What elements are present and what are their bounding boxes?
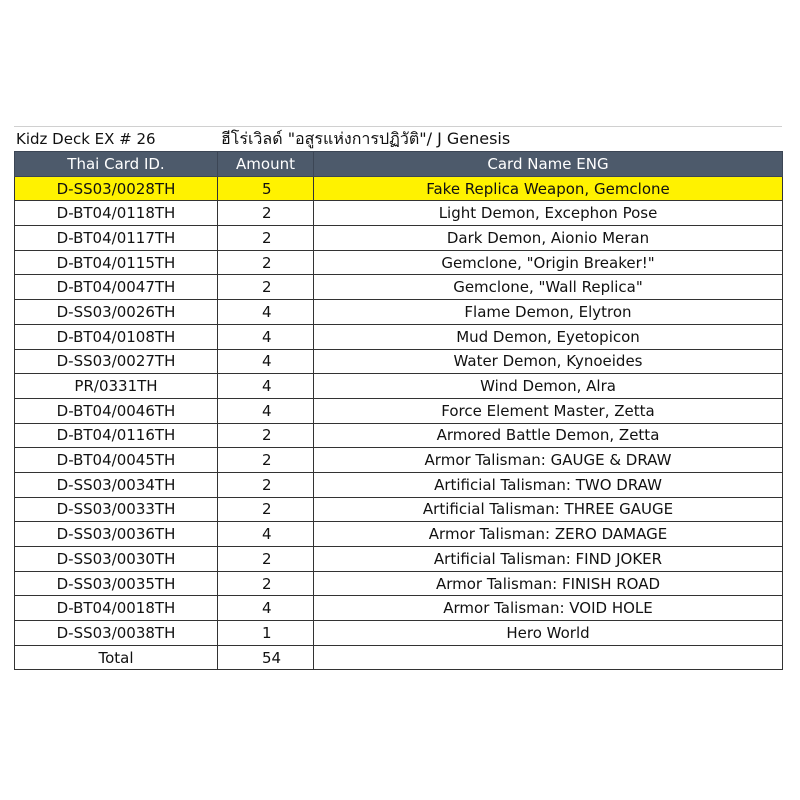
table-row [15,374,783,399]
table-row [15,275,783,300]
amount-cell: 2 [218,250,314,275]
amount-cell: 2 [218,571,314,596]
total-label: Total [15,645,218,670]
deck-title: ฮีโร่เวิลด์ "อสูรแห่งการปฏิวัติ"/ J Genesis [221,128,511,148]
card-id-cell: D-SS03/0027TH [15,349,218,374]
table-row [15,176,783,201]
card-id-cell: D-SS03/0034TH [15,472,218,497]
card-id-cell: D-SS03/0028TH [15,176,218,201]
card-id-cell: D-BT04/0116TH [15,423,218,448]
card-name-cell: Gemclone, "Origin Breaker!" [314,250,783,275]
table-row [15,398,783,423]
deck-table [14,151,783,670]
card-id-cell: D-SS03/0026TH [15,300,218,325]
amount-cell: 4 [218,324,314,349]
table-row [15,571,783,596]
table-row [15,497,783,522]
card-name-cell: Gemclone, "Wall Replica" [314,275,783,300]
amount-cell: 1 [218,621,314,646]
card-name-cell: Flame Demon, Elytron [314,300,783,325]
card-name-cell: Force Element Master, Zetta [314,398,783,423]
card-name-cell: Armored Battle Demon, Zetta [314,423,783,448]
card-name-cell: Light Demon, Excephon Pose [314,201,783,226]
table-row [15,300,783,325]
amount-cell: 2 [218,226,314,251]
total-amount: 54 [218,645,314,670]
amount-cell: 2 [218,472,314,497]
amount-cell: 4 [218,300,314,325]
card-name-cell: Wind Demon, Alra [314,374,783,399]
amount-cell: 2 [218,275,314,300]
card-id-cell: D-SS03/0036TH [15,522,218,547]
header-row [15,152,783,177]
card-name-cell: Armor Talisman: ZERO DAMAGE [314,522,783,547]
amount-cell: 2 [218,497,314,522]
header-amount: Amount [218,152,314,177]
table-row [15,596,783,621]
card-id-cell: D-BT04/0046TH [15,398,218,423]
amount-cell: 4 [218,374,314,399]
table-row [15,448,783,473]
deck-list-sheet [14,126,782,670]
table-row [15,226,783,251]
card-id-cell: D-SS03/0030TH [15,547,218,572]
table-row [15,547,783,572]
card-name-cell: Water Demon, Kynoeides [314,349,783,374]
amount-cell: 2 [218,423,314,448]
card-id-cell: D-SS03/0033TH [15,497,218,522]
table-row [15,472,783,497]
amount-cell: 5 [218,176,314,201]
amount-cell: 4 [218,596,314,621]
card-id-cell: D-SS03/0035TH [15,571,218,596]
total-empty-cell [314,645,783,670]
table-row [15,349,783,374]
table-row [15,324,783,349]
card-name-cell: Dark Demon, Aionio Meran [314,226,783,251]
card-id-cell: D-BT04/0118TH [15,201,218,226]
amount-cell: 2 [218,201,314,226]
card-id-cell: D-BT04/0115TH [15,250,218,275]
table-row [15,522,783,547]
header-card-name: Card Name ENG [314,152,783,177]
table-row [15,201,783,226]
amount-cell: 4 [218,522,314,547]
card-name-cell: Artificial Talisman: THREE GAUGE [314,497,783,522]
title-row [14,126,782,151]
card-name-cell: Fake Replica Weapon, Gemclone [314,176,783,201]
table-row [15,621,783,646]
card-id-cell: D-SS03/0038TH [15,621,218,646]
card-name-cell: Artificial Talisman: FIND JOKER [314,547,783,572]
card-id-cell: PR/0331TH [15,374,218,399]
table-row [15,423,783,448]
amount-cell: 2 [218,448,314,473]
card-id-cell: D-BT04/0045TH [15,448,218,473]
card-id-cell: D-BT04/0047TH [15,275,218,300]
table-row [15,250,783,275]
card-id-cell: D-BT04/0108TH [15,324,218,349]
card-name-cell: Armor Talisman: VOID HOLE [314,596,783,621]
amount-cell: 2 [218,547,314,572]
amount-cell: 4 [218,398,314,423]
card-id-cell: D-BT04/0018TH [15,596,218,621]
card-id-cell: D-BT04/0117TH [15,226,218,251]
deck-name: Kidz Deck EX # 26 [16,130,156,148]
card-name-cell: Artificial Talisman: TWO DRAW [314,472,783,497]
total-row [15,645,783,670]
card-name-cell: Armor Talisman: FINISH ROAD [314,571,783,596]
amount-cell: 4 [218,349,314,374]
card-name-cell: Armor Talisman: GAUGE & DRAW [314,448,783,473]
header-card-id: Thai Card ID. [15,152,218,177]
card-name-cell: Hero World [314,621,783,646]
card-name-cell: Mud Demon, Eyetopicon [314,324,783,349]
